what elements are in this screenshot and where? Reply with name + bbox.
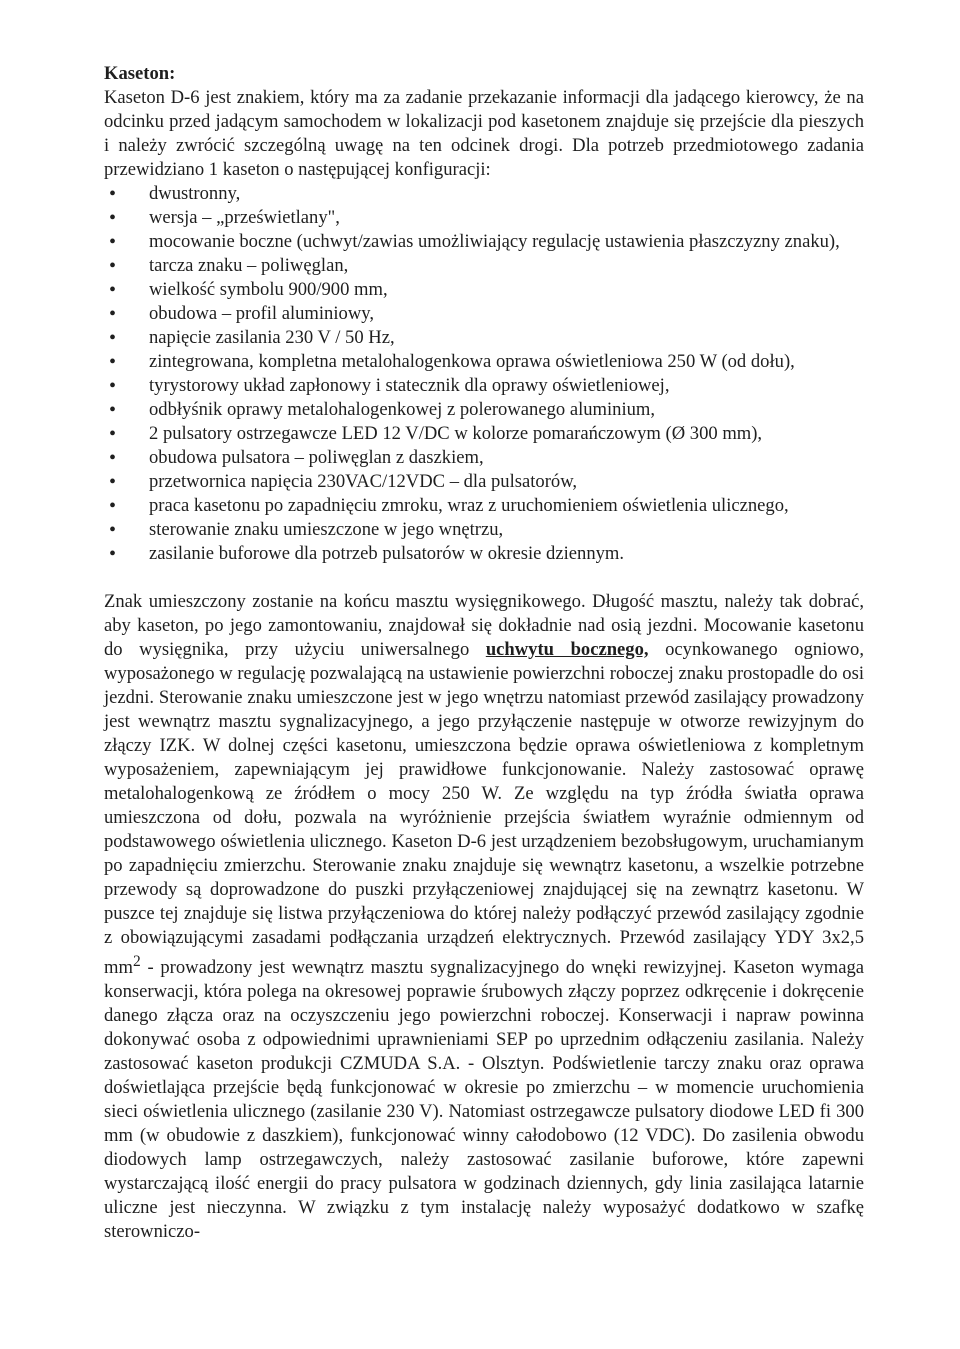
spec-item: • praca kasetonu po zapadnięciu zmroku, wraz z uruchomieniem oświetlenia ulicznego, (104, 494, 864, 518)
spec-item: • wielkość symbolu 900/900 mm, (104, 278, 864, 302)
spec-item: • zintegrowana, kompletna metalohalogenkowa oprawa oświetleniowa 250 W (od dołu), (104, 350, 864, 374)
section-heading: Kaseton: (104, 63, 176, 84)
spec-item: • dwustronny, (104, 182, 864, 206)
spec-item: • obudowa – profil aluminiowy, (104, 302, 864, 326)
superscript: 2 (132, 953, 141, 970)
spec-item: • wersja – „prześwietlany", (104, 206, 864, 230)
body-paragraph (104, 590, 864, 1244)
body-text-part-3: - prowadzony jest wewnątrz masztu sygnalizacyjnego do wnęki rewizyjnej. Kaseton wymaga konserwacji, która polega na okresowej poprawie śrubowych złączy poprzez odkręcenie i dokręcenie danego złącza oraz na oczyszczeniu jego powierzchni roboczej. Konserwacji i napraw powinna dokonywać osoba z odpowiednimi uprawnieniami SEP po uprzednim odłączeniu zasilania. Należy zastosować kaseton produkcji CZMUDA S.A. - Olsztyn. Podświetlenie tarczy znaku oraz oprawa doświetlająca przejście będą funkcjonować w okresie po zmierzchu – w momencie uruchomienia sieci oświetlenia ulicznego (zasilanie 230 V). Natomiast ostrzegawcze pulsatory diodowe LED fi 300 mm (w obudowie z daszkiem), funkcjonować winny całodobowo (12 VDC). Do zasilenia obwodu diodowych lamp ostrzegawczych, należy zastosować zasilanie buforowe, które zapewni wystarczającą ilość energii do pracy pulsatora w godzinach dziennych, gdy linia zasilająca latarnie uliczne jest nieczynna. W związku z tym instalację należy wyposażyć dodatkowo w szafkę sterowniczo- (104, 957, 864, 1243)
underlined-phrase: uchwytu bocznego, (485, 639, 649, 660)
spec-item: • przetwornica napięcia 230VAC/12VDC – dla pulsatorów, (104, 470, 864, 494)
spec-item: • mocowanie boczne (uchwyt/zawias umożliwiający regulację ustawienia płaszczyzny znaku), (104, 230, 864, 254)
spec-item: • sterowanie znaku umieszczone w jego wnętrzu, (104, 518, 864, 542)
spec-item: • napięcie zasilania 230 V / 50 Hz, (104, 326, 864, 350)
body-text-part-2: ocynkowanego ogniowo, wyposażonego w regulację pozwalającą na ustawienie powierzchni roboczej znaku prostopadle do osi jezdni. Sterowanie znaku umieszczone jest w jego wnętrzu natomiast przewód zasilający prowadzony jest wewnątrz masztu sygnalizacyjnego, a jego przyłączenie następuje w otworze rewizyjnym do złączy IZK. W dolnej części kasetonu, umieszczona będzie oprawa oświetleniowa z kompletnym wyposażeniem, zapewniającym jej prawidłowe funkcjonowanie. Należy zastosować oprawę metalohalogenkową ze źródłem o mocy 250 W. Ze względu na typ źródła światła oprawa umieszczona od dołu, pozwala na wyróżnienie przejścia światłem wyraźnie odmiennym od podstawowego oświetlenia ulicznego. Kaseton D-6 jest urządzeniem bezobsługowym, uruchamianym po zapadnięciu zmierzchu. Sterowanie znaku znajduje się wewnątrz kasetonu, a wszelkie potrzebne przewody są doprowadzone do puszki przyłączeniowej znajdującej się na zewnątrz kasetonu. W puszce tej znajduje się listwa przyłączeniowa do której należy podłączyć przewód zasilający zgodnie z obowiązującymi zasadami podłączania urządzeń elektrycznych. Przewód zasilający YDY 3x2,5 mm (104, 639, 864, 979)
document-page (104, 62, 864, 1244)
spec-item: • odbłyśnik oprawy metalohalogenkowej z polerowanego aluminium, (104, 398, 864, 422)
spec-item: • tyrystorowy układ zapłonowy i statecznik dla oprawy oświetleniowej, (104, 374, 864, 398)
body-text-part-1: Znak umieszczony zostanie na końcu masztu wysięgnikowego. Długość masztu, należy tak dobrać, aby kaseton, po jego zamontowaniu, znajdował się dokładnie nad osią jezdni. Mocowanie kasetonu do wysięgnika, przy użyciu uniwersalnego (104, 591, 864, 660)
spec-item: • obudowa pulsatora – poliwęglan z daszkiem, (104, 446, 864, 470)
intro-paragraph: Kaseton D-6 jest znakiem, który ma za zadanie przekazanie informacji dla jadącego kierowcy, że na odcinku przed jadącym samochodem w lokalizacji pod kasetonem znajduje się przejście dla pieszych i należy zwrócić szczególną uwagę na ten odcinek drogi. Dla potrzeb przedmiotowego zadania przewidziano 1 kaseton o następującej konfiguracji: (104, 87, 864, 180)
spec-list (104, 182, 864, 566)
spec-item: • zasilanie buforowe dla potrzeb pulsatorów w okresie dziennym. (104, 542, 864, 566)
spec-item: • 2 pulsatory ostrzegawcze LED 12 V/DC w kolorze pomarańczowym (Ø 300 mm), (104, 422, 864, 446)
spec-item: • tarcza znaku – poliwęglan, (104, 254, 864, 278)
